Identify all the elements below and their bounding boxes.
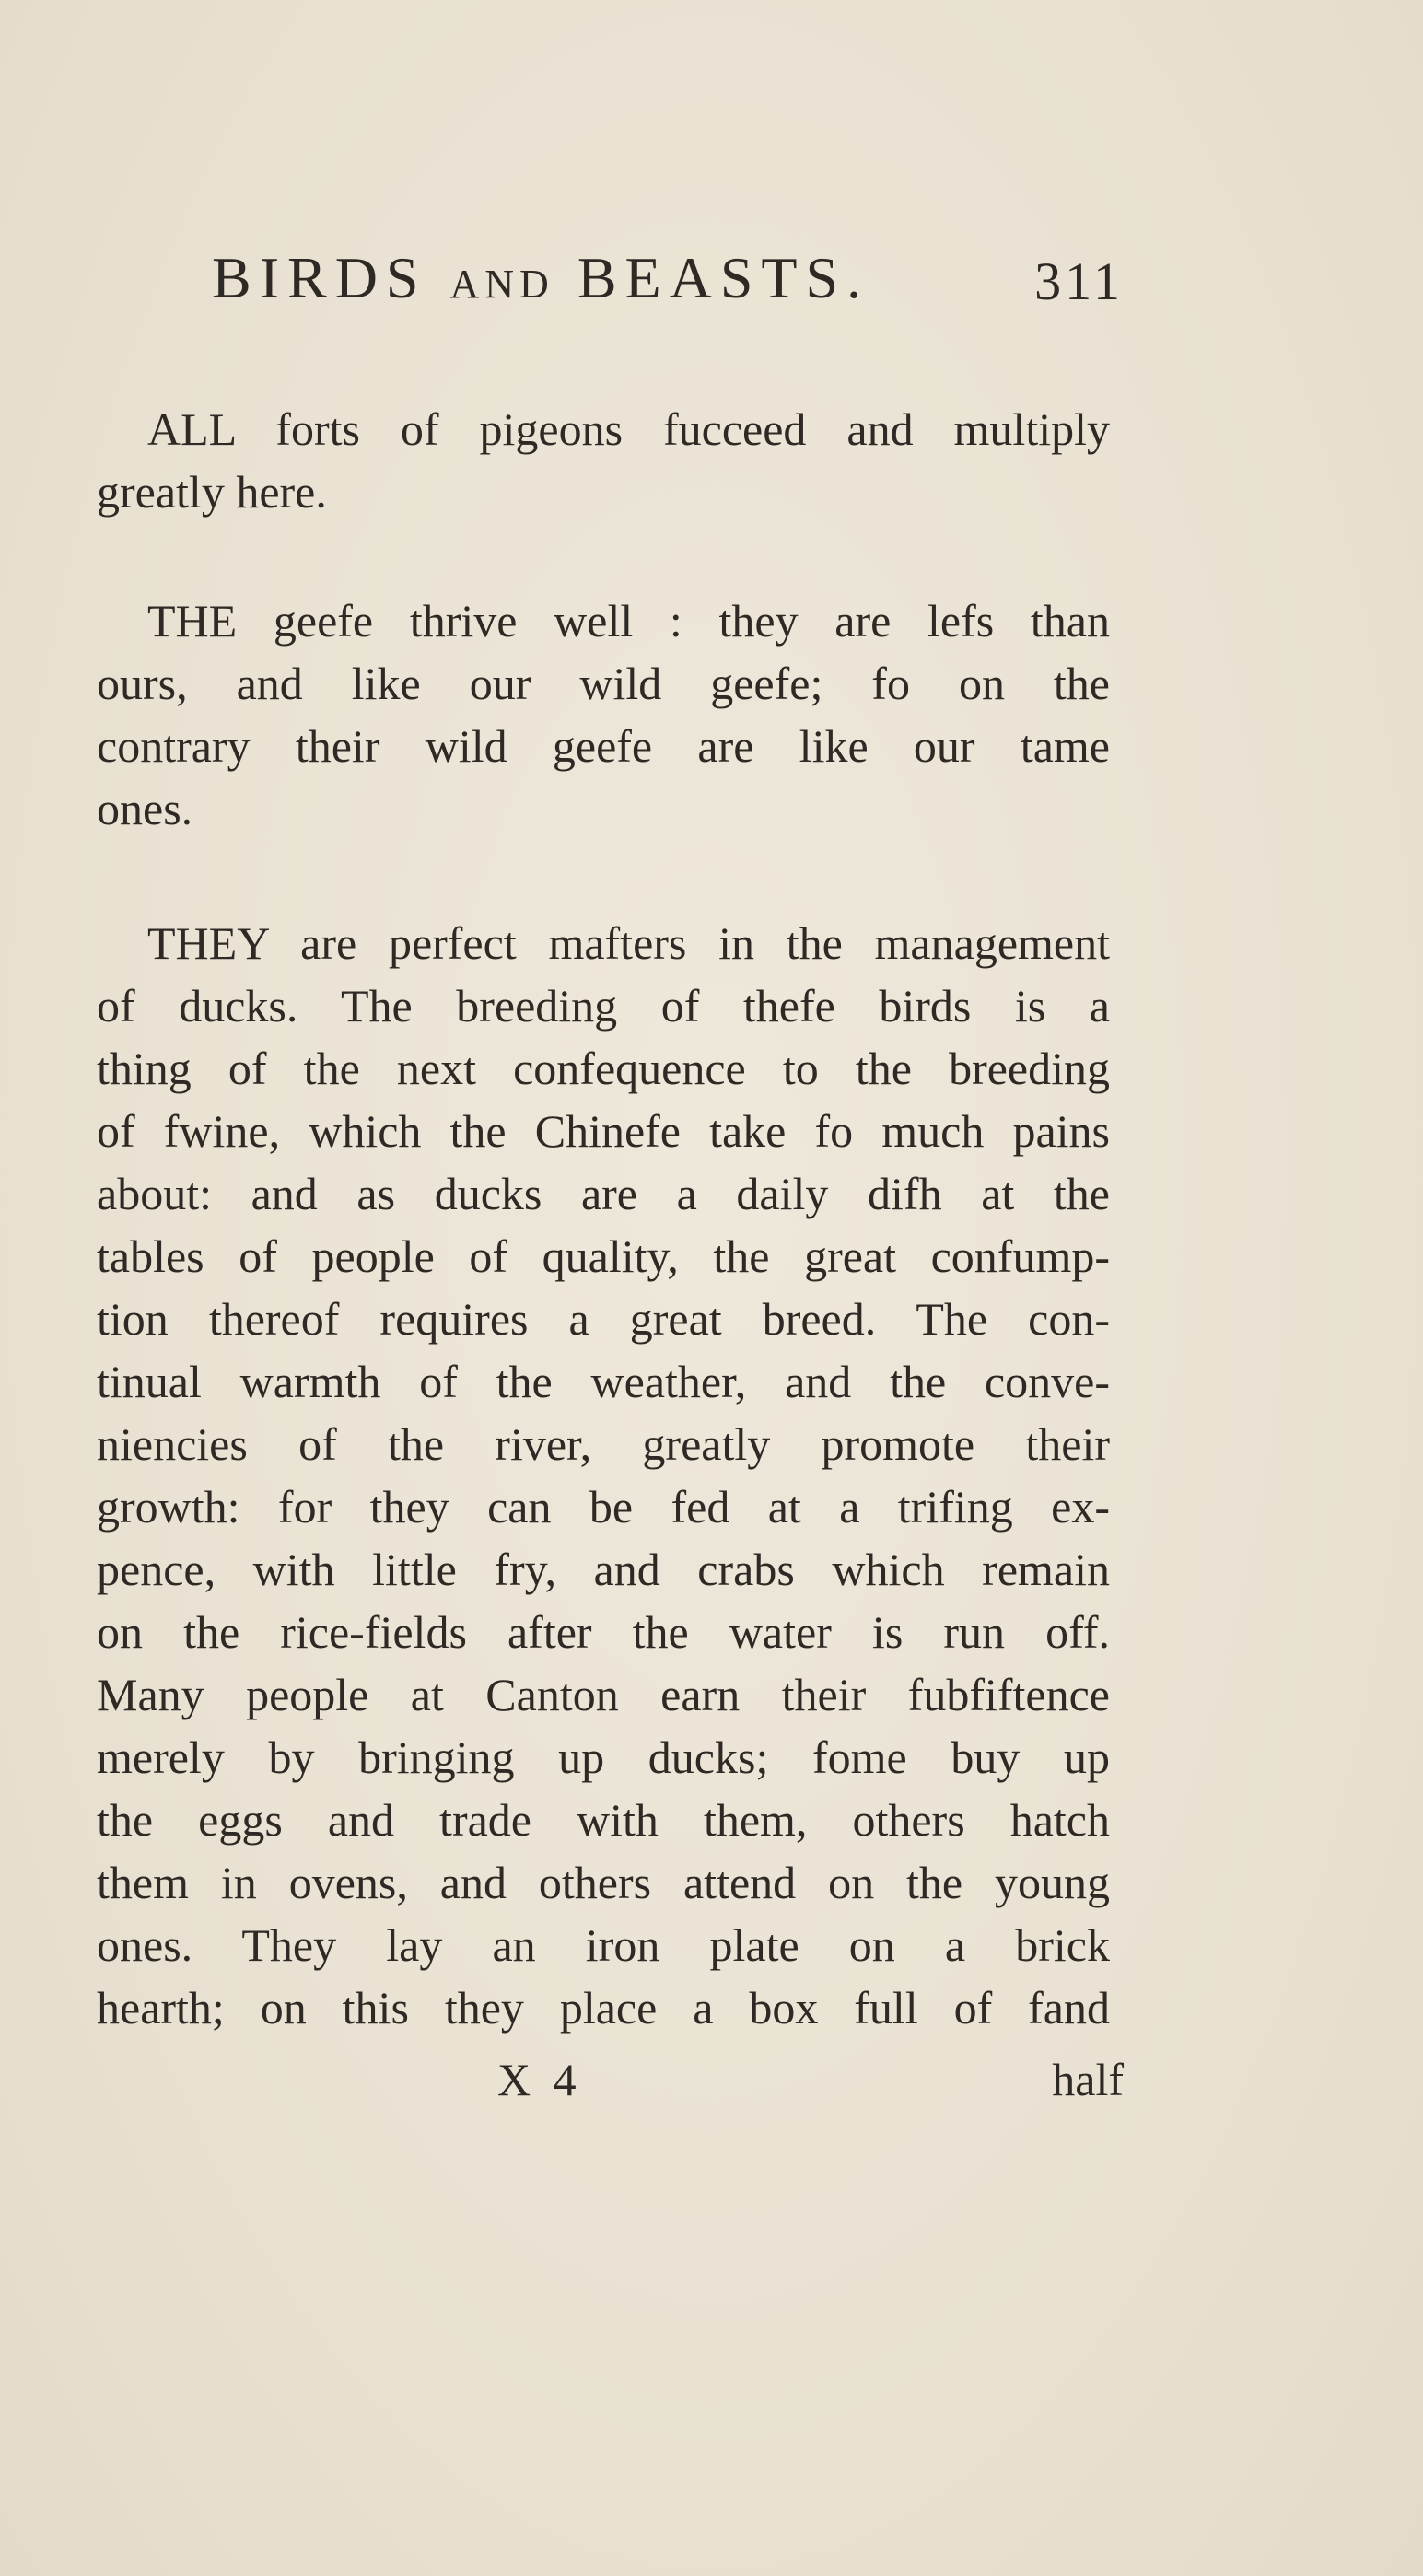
text-line: THE geefe thrive well : they are lefs than <box>147 595 1110 647</box>
paragraph-pigeons <box>97 398 1110 523</box>
running-title-word-2: AND <box>449 262 554 307</box>
text-line: the eggs and trade with them, others hatch <box>97 1794 1110 1846</box>
text-line: greatly here. <box>97 466 327 518</box>
text-line: ALL forts of pigeons fucceed and multiply <box>147 403 1110 455</box>
text-line: of fwine, which the Chinefe take fo much pains <box>97 1105 1110 1157</box>
running-title-word-1: BIRDS <box>212 245 427 310</box>
text-line: tion thereof requires a great breed. The con- <box>97 1293 1110 1345</box>
text-line: contrary their wild geefe are like our tame <box>97 720 1110 772</box>
running-title-word-3: BEASTS. <box>577 245 870 310</box>
text-line: tables of people of quality, the great confump- <box>97 1230 1110 1282</box>
running-title <box>212 241 869 321</box>
signature-mark: X 4 <box>497 2054 582 2105</box>
catchword: half <box>1052 2054 1124 2105</box>
paragraph-ducks <box>97 912 1110 2039</box>
text-line: niencies of the river, greatly promote their <box>97 1418 1110 1470</box>
page-footer <box>497 2047 1124 2112</box>
text-line: of ducks. The breeding of thefe birds is a <box>97 980 1110 1032</box>
text-line: THEY are perfect mafters in the management <box>147 917 1110 969</box>
text-line: them in ovens, and others attend on the young <box>97 1857 1110 1908</box>
paragraph-geese <box>97 589 1110 840</box>
text-line: thing of the next confequence to the breeding <box>97 1043 1110 1094</box>
text-line: growth: for they can be fed at a trifing ex- <box>97 1481 1110 1533</box>
text-line: ones. <box>97 783 193 834</box>
text-line: merely by bringing up ducks; fome buy up <box>97 1731 1110 1783</box>
text-line: on the rice-fields after the water is run off. <box>97 1606 1110 1658</box>
page-header <box>212 241 1124 315</box>
page-number: 311 <box>1034 251 1124 311</box>
text-line: Many people at Canton earn their fubfiftence <box>97 1669 1110 1720</box>
text-line: ones. They lay an iron plate on a brick <box>97 1919 1110 1971</box>
text-line: pence, with little fry, and crabs which remain <box>97 1544 1110 1595</box>
text-line: hearth; on this they place a box full of fand <box>97 1982 1110 2034</box>
text-line: ours, and like our wild geefe; fo on the <box>97 658 1110 709</box>
text-line: tinual warmth of the weather, and the conve- <box>97 1356 1110 1407</box>
text-line: about: and as ducks are a daily difh at the <box>97 1168 1110 1219</box>
